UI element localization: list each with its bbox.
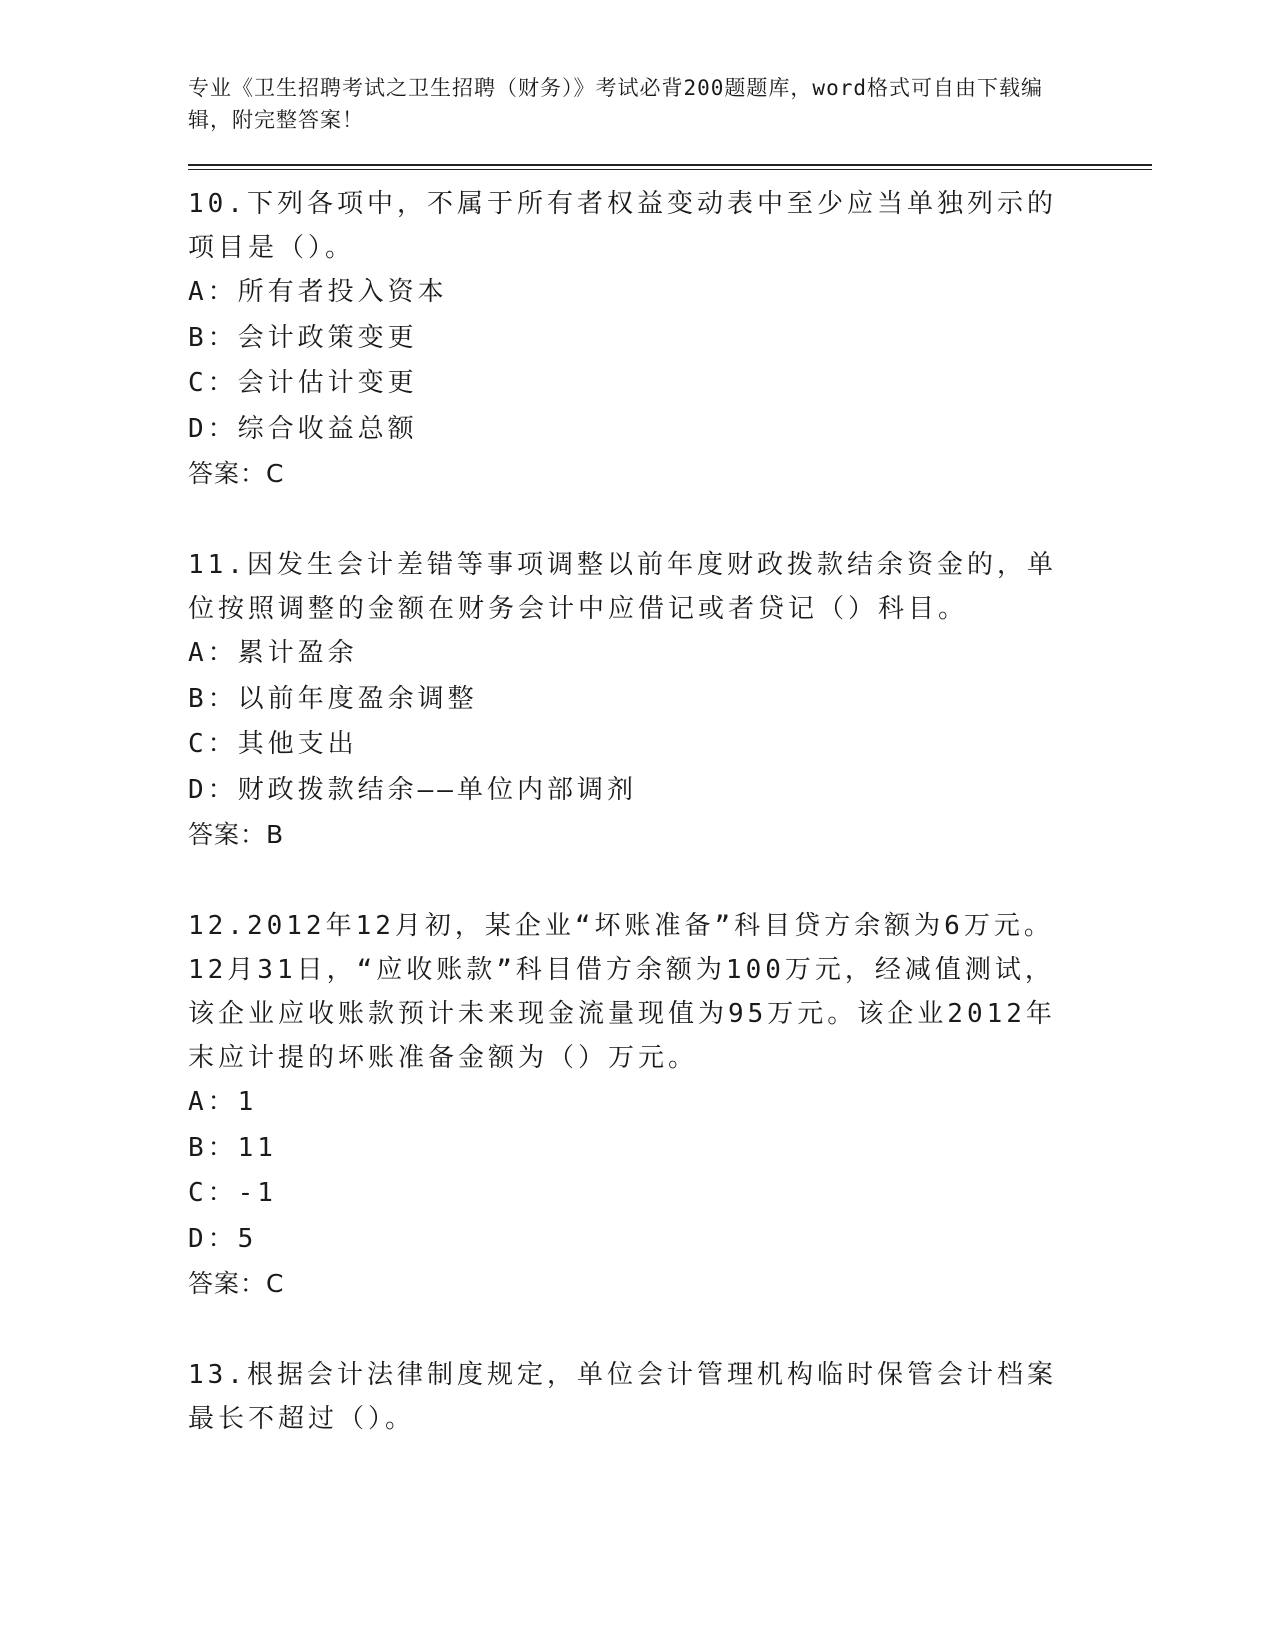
option-a: A：1 bbox=[188, 1087, 258, 1117]
question-10 bbox=[188, 182, 1148, 496]
option-d: D：财政拨款结余——单位内部调剂 bbox=[188, 774, 637, 805]
answer-text: 答案：C bbox=[188, 1269, 285, 1298]
answer-text: 答案：B bbox=[188, 820, 285, 849]
option-a: A：所有者投入资本 bbox=[188, 277, 448, 307]
question-11 bbox=[188, 543, 1148, 857]
option-d: D：综合收益总额 bbox=[188, 413, 418, 444]
question-13 bbox=[188, 1353, 1148, 1441]
option-c: C：会计估计变更 bbox=[188, 368, 418, 398]
option-b: B：会计政策变更 bbox=[188, 322, 418, 353]
question-stem: 11.因发生会计差错等事项调整以前年度财政拨款结余资金的，单位按照调整的金额在财务会计中应借记或者贷记（）科目。 bbox=[188, 550, 1057, 624]
option-c: C：-1 bbox=[188, 1178, 277, 1208]
question-stem: 10.下列各项中，不属于所有者权益变动表中至少应当单独列示的项目是（）。 bbox=[188, 189, 1057, 263]
option-a: A：累计盈余 bbox=[188, 638, 358, 668]
option-c: C：其他支出 bbox=[188, 729, 358, 759]
question-stem: 12.2012年12月初，某企业“坏账准备”科目贷方余额为6万元。12月31日，“应收账款”科目借方余额为100万元，经减值测试，该企业应收账款预计未来现金流量现值为95万元。该企业2012年末应计提的坏账准备金额为（）万元。 bbox=[188, 911, 1056, 1073]
question-stem: 13.根据会计法律制度规定，单位会计管理机构临时保管会计档案最长不超过（）。 bbox=[188, 1360, 1057, 1434]
option-d: D：5 bbox=[188, 1223, 258, 1254]
document-page bbox=[188, 72, 1148, 1441]
option-b: B：11 bbox=[188, 1132, 277, 1163]
question-12 bbox=[188, 904, 1148, 1306]
header-divider bbox=[188, 164, 1152, 170]
document-header: 专业《卫生招聘考试之卫生招聘（财务）》考试必背200题题库，word格式可自由下载编辑，附完整答案！ bbox=[188, 76, 1043, 132]
answer-text: 答案：C bbox=[188, 459, 285, 488]
option-b: B：以前年度盈余调整 bbox=[188, 683, 478, 714]
